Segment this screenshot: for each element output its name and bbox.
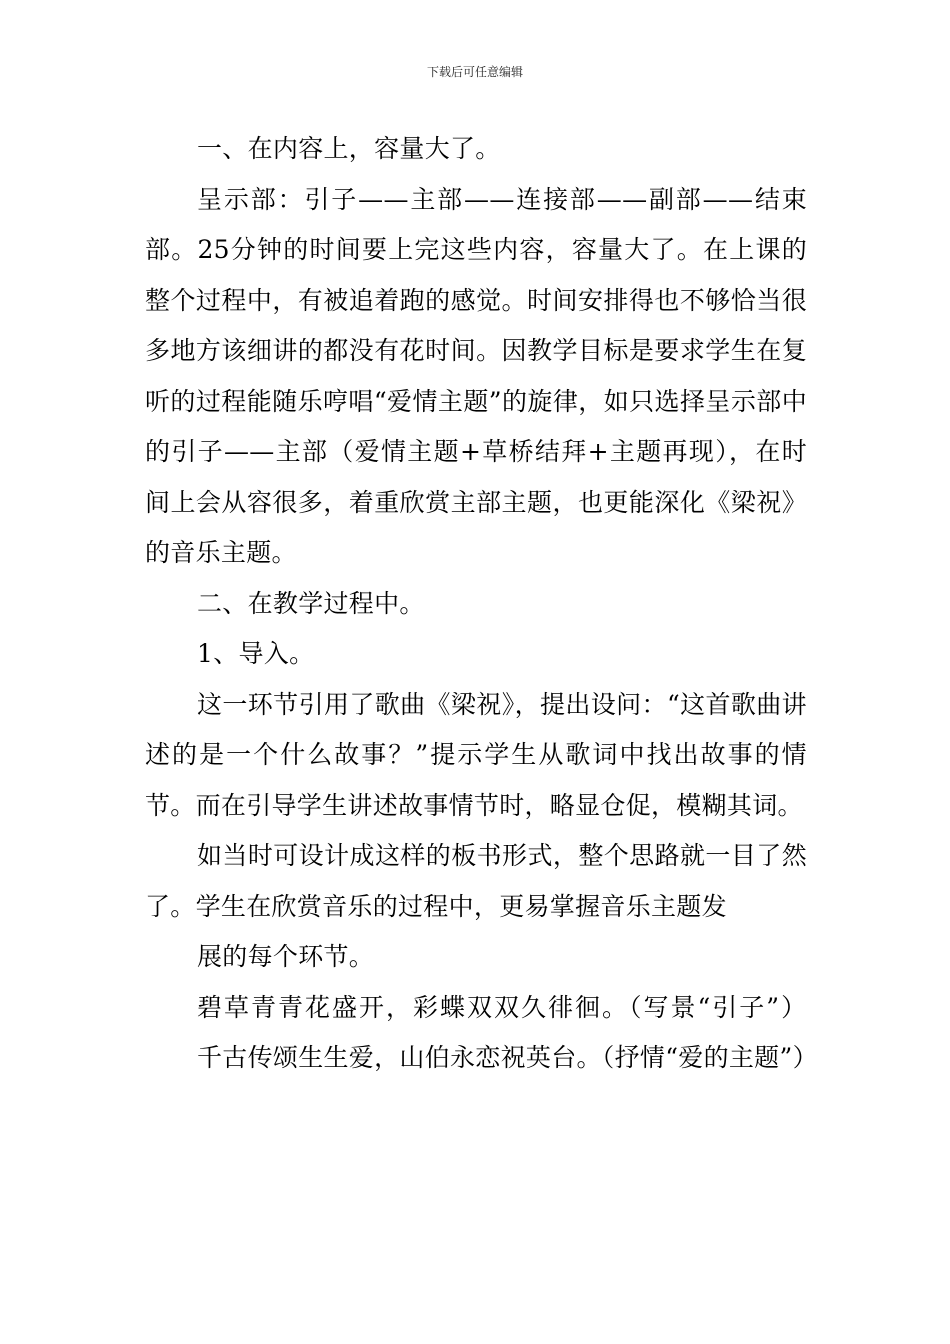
paragraph-blackboard-continuation: 展的每个环节。 (197, 942, 375, 971)
paragraph-intro-description: 这一环节引用了歌曲《梁祝》，提出设问：“这首歌曲讲述的是一个什么故事？”提示学生从歌词中找出故事的情节。而在引导学生讲述故事情节时，略显仓促，模糊其词。 (145, 689, 807, 820)
paragraph-section-one-heading: 一、在内容上，容量大了。 (197, 134, 501, 163)
paragraph-intro-heading: 1、导入。 (197, 639, 315, 668)
poem-line-introduction: 碧草青青花盛开，彩蝶双双久徘徊。（写景“引子”） (197, 992, 809, 1022)
document-body (145, 124, 818, 1084)
poem-line-love-theme: 千古传颂生生爱，山伯永恋祝英台。（抒情“爱的主题”） (197, 1043, 818, 1072)
paragraph-section-two-heading: 二、在教学过程中。 (197, 588, 425, 618)
paragraph-exposition-analysis: 呈示部：引子——主部——连接部——副部——结束部。25分钟的时间要上完这些内容，容量大了。在上课的整个过程中，有被追着跑的感觉。时间安排得也不够恰当很多地方该细讲的都没有花时间。因教学目标是要求学生在复听的过程能随乐哼唱“爱情主题”的旋律，如只选择呈示部中的引子——主部（爱情主题+草桥结拜+主题再现），在时间上会从容很多，着重欣赏主部主题，也更能深化《梁祝》的音乐主题。 (145, 184, 807, 567)
page-header-note: 下载后可任意编辑 (426, 65, 523, 79)
paragraph-blackboard-design: 如当时可设计成这样的板书形式，整个思路就一目了然了。学生在欣赏音乐的过程中，更易掌握音乐主题发 (145, 841, 807, 921)
